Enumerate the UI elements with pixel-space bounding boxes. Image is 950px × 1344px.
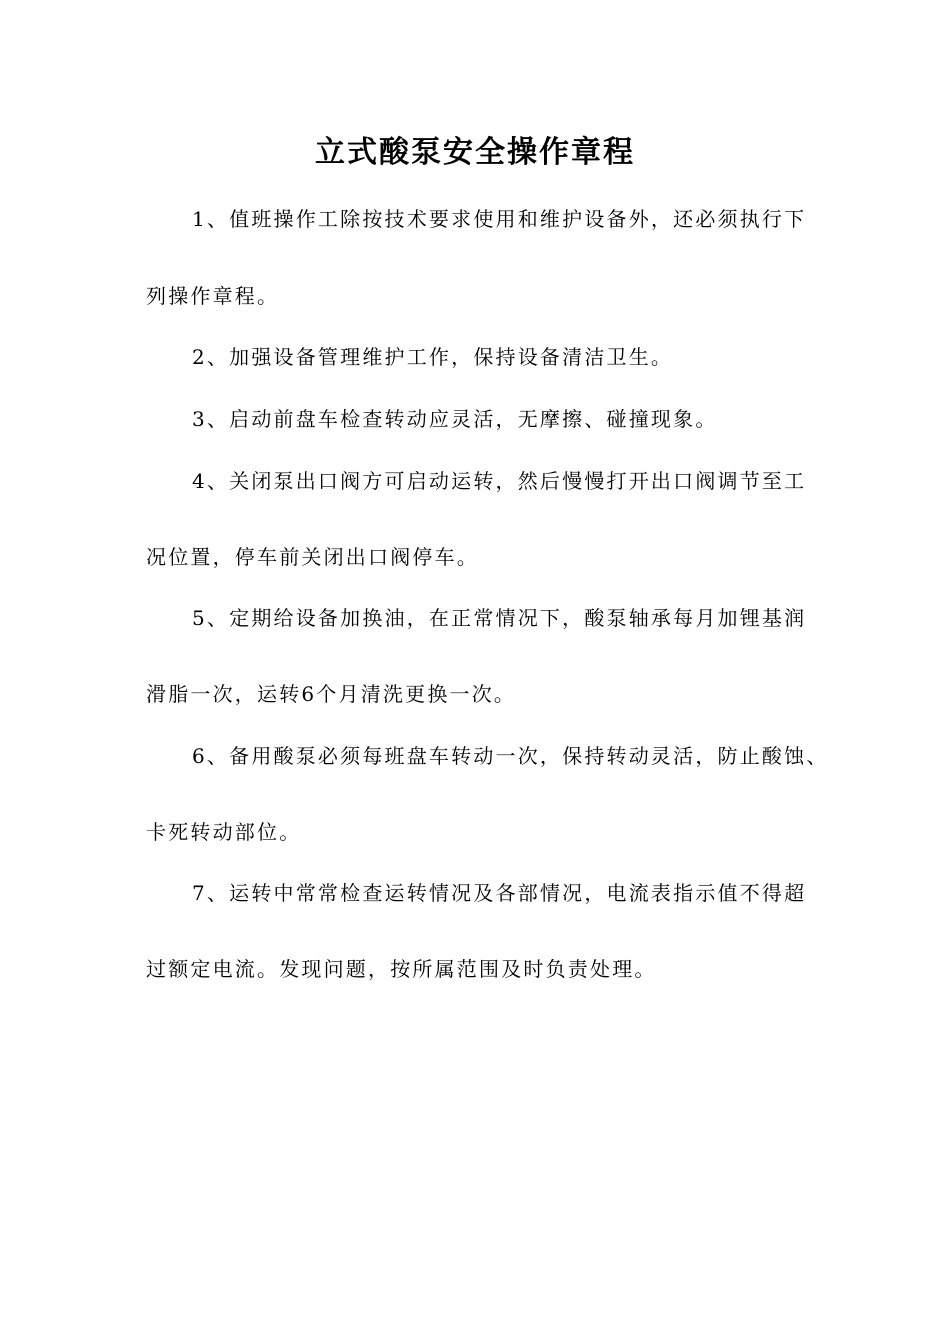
rule-3-line-1: 3、启动前盘车检查转动应灵活，无摩擦、碰撞现象。 <box>192 407 718 431</box>
rule-7-line-2: 过额定电流。发现问题，按所属范围及时负责处理。 <box>146 957 657 981</box>
rule-4-line-2: 况位置，停车前关闭出口阀停车。 <box>146 545 479 569</box>
rule-6-line-1: 6、备用酸泵必须每班盘车转动一次，保持转动灵活，防止酸蚀、 <box>192 744 829 768</box>
document-title: 立式酸泵安全操作章程 <box>315 135 635 170</box>
rule-1-line-1: 1、值班操作工除按技术要求使用和维护设备外，还必须执行下 <box>192 207 807 231</box>
rule-5-line-1: 5、定期给设备加换油，在正常情况下，酸泵轴承每月加锂基润 <box>192 606 807 630</box>
rule-4-line-1: 4、关闭泵出口阀方可启动运转，然后慢慢打开出口阀调节至工 <box>192 469 807 493</box>
rule-2-line-1: 2、加强设备管理维护工作，保持设备清洁卫生。 <box>192 345 674 369</box>
rule-1-line-2: 列操作章程。 <box>146 284 280 308</box>
rule-7-line-1: 7、运转中常常检查运转情况及各部情况，电流表指示值不得超 <box>192 881 807 905</box>
rule-6-line-2: 卡死转动部位。 <box>146 820 302 844</box>
rule-5-line-2: 滑脂一次，运转6个月清洗更换一次。 <box>146 682 517 706</box>
